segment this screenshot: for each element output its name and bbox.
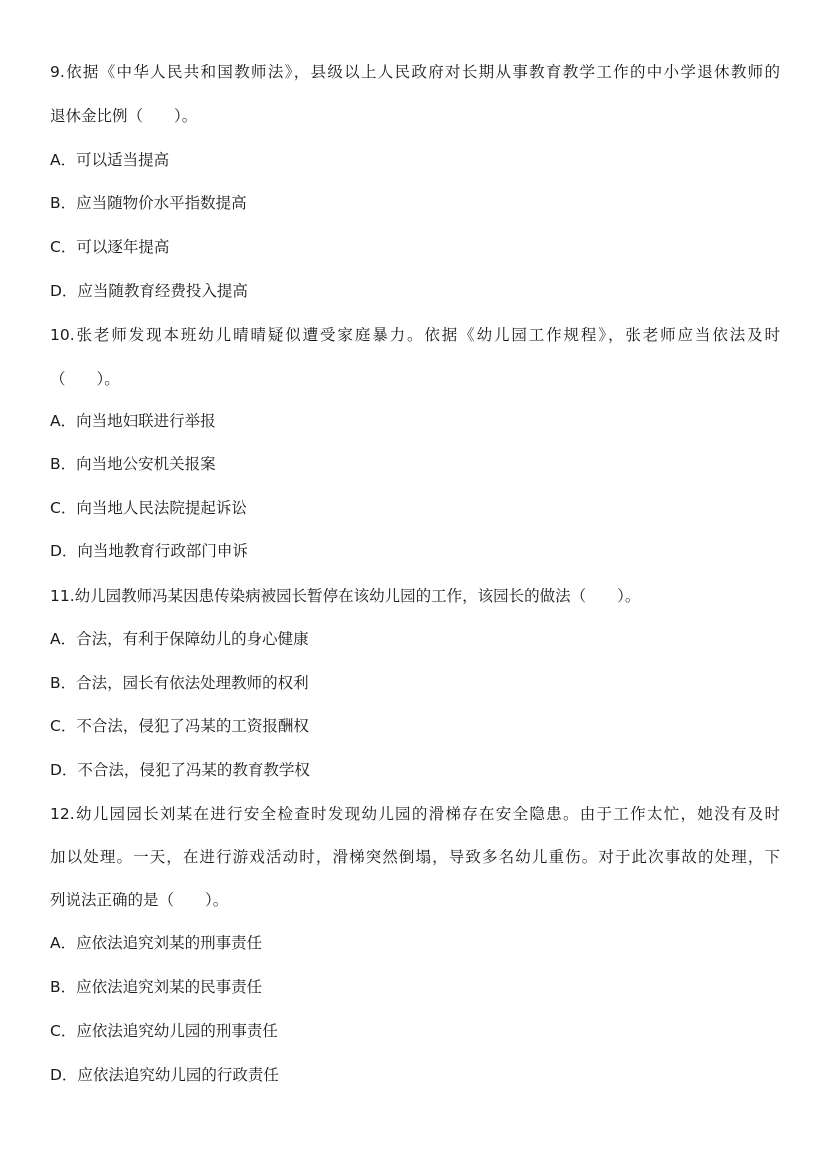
question-stem: 退休金比例（ ）。 bbox=[50, 107, 198, 125]
question-stem: 11.幼儿园教师冯某因患传染病被园长暂停在该幼儿园的工作，该园长的做法（ ）。 bbox=[50, 587, 641, 605]
option-c: C．应依法追究幼儿园的刑事责任 bbox=[50, 1022, 278, 1040]
option-c: C．向当地人民法院提起诉讼 bbox=[50, 499, 247, 517]
option-d: D．应依法追究幼儿园的行政责任 bbox=[50, 1066, 279, 1084]
option-c: C．不合法，侵犯了冯某的工资报酬权 bbox=[50, 717, 309, 735]
question-stem: （ ）。 bbox=[50, 370, 120, 388]
option-a: A．合法，有利于保障幼儿的身心健康 bbox=[50, 630, 309, 648]
option-a: A．可以适当提高 bbox=[50, 151, 170, 169]
option-d: D．应当随教育经费投入提高 bbox=[50, 282, 248, 300]
option-b: B．应当随物价水平指数提高 bbox=[50, 194, 247, 212]
option-b: B．向当地公安机关报案 bbox=[50, 455, 216, 473]
question-stem: 9.依据《中华人民共和国教师法》，县级以上人民政府对长期从事教育教学工作的中小学退休教师的 bbox=[50, 63, 780, 81]
option-c: C．可以逐年提高 bbox=[50, 238, 170, 256]
option-a: A．向当地妇联进行举报 bbox=[50, 412, 216, 430]
option-d: D．向当地教育行政部门申诉 bbox=[50, 542, 248, 560]
option-d: D．不合法，侵犯了冯某的教育教学权 bbox=[50, 761, 310, 779]
option-b: B．合法，园长有依法处理教师的权利 bbox=[50, 674, 309, 692]
question-stem: 列说法正确的是（ ）。 bbox=[50, 891, 229, 909]
question-stem: 10.张老师发现本班幼儿晴晴疑似遭受家庭暴力。依据《幼儿园工作规程》，张老师应当依法及时 bbox=[50, 326, 780, 344]
option-a: A．应依法追究刘某的刑事责任 bbox=[50, 934, 263, 952]
question-stem: 12.幼儿园园长刘某在进行安全检查时发现幼儿园的滑梯存在安全隐患。由于工作太忙，她没有及时 bbox=[50, 805, 780, 823]
question-stem: 加以处理。一天，在进行游戏活动时，滑梯突然倒塌，导致多名幼儿重伤。对于此次事故的处理，下 bbox=[50, 848, 780, 866]
option-b: B．应依法追究刘某的民事责任 bbox=[50, 978, 263, 996]
